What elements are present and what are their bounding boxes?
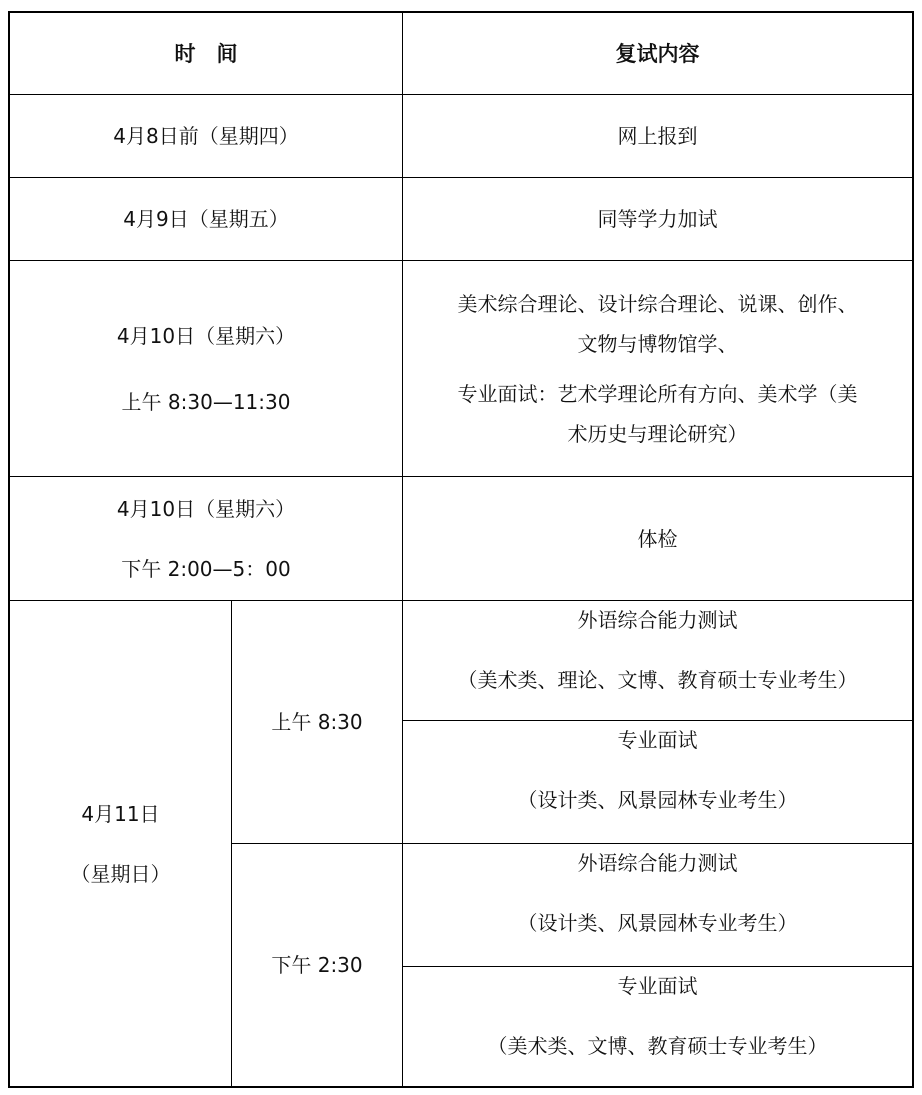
afternoon-time-text: 下午 2:30 [271, 953, 363, 977]
afternoon-item-2-scope: （美术类、文博、教育硕士专业考生） [487, 1034, 828, 1058]
row-4-content-text: 体检 [637, 526, 678, 551]
row-4-content [403, 477, 912, 600]
row-3-content-line-1: 美术综合理论、设计综合理论、说课、创作、 [457, 291, 858, 316]
row-4-time [10, 477, 402, 600]
afternoon-item-1 [403, 844, 912, 966]
row-1-content [403, 95, 912, 177]
row-3-hours: 上午 8:30—11:30 [121, 389, 291, 414]
border-bottom [8, 1086, 914, 1088]
row-1-time [10, 95, 402, 177]
morning-time-text: 上午 8:30 [271, 710, 363, 734]
day-11-weekday: （星期日） [70, 861, 171, 886]
day-11-date [10, 601, 231, 1086]
day-11-morning-time [232, 601, 402, 843]
row-4-date: 4月10日（星期六） [116, 496, 296, 521]
row-3-content-line-3: 专业面试：艺术学理论所有方向、美术学（美 [457, 381, 858, 406]
row-3-content-line-4: 术历史与理论研究） [567, 421, 748, 446]
morning-item-1-scope: （美术类、理论、文博、教育硕士专业考生） [457, 668, 858, 692]
row-2-content-text: 同等学力加试 [597, 207, 718, 231]
row-4-hours: 下午 2:00—5：00 [121, 556, 291, 581]
day-11-afternoon-time [232, 844, 402, 1086]
row-3-time [10, 261, 402, 476]
row-2-content [403, 178, 912, 260]
row-2-time-text: 4月9日（星期五） [123, 207, 289, 231]
morning-item-1 [403, 601, 912, 720]
row-3-content-line-2: 文物与博物馆学、 [577, 331, 738, 356]
afternoon-item-1-title: 外语综合能力测试 [577, 851, 738, 875]
morning-item-2-title: 专业面试 [617, 728, 698, 752]
afternoon-item-2 [403, 967, 912, 1086]
border-right [912, 11, 914, 1088]
header-time [10, 13, 402, 94]
row-3-date: 4月10日（星期六） [116, 323, 296, 348]
header-content-label: 复试内容 [615, 41, 700, 66]
header-content [403, 13, 912, 94]
morning-item-1-title: 外语综合能力测试 [577, 608, 738, 632]
header-time-label: 时 间 [174, 41, 238, 66]
morning-item-2-scope: （设计类、风景园林专业考生） [517, 788, 798, 812]
row-1-content-text: 网上报到 [617, 124, 698, 148]
morning-item-2 [403, 721, 912, 843]
row-2-time [10, 178, 402, 260]
day-11-date-text: 4月11日 [81, 801, 160, 826]
afternoon-item-2-title: 专业面试 [617, 974, 698, 998]
afternoon-item-1-scope: （设计类、风景园林专业考生） [517, 911, 798, 935]
row-1-time-text: 4月8日前（星期四） [113, 124, 299, 148]
row-3-content [403, 261, 912, 476]
